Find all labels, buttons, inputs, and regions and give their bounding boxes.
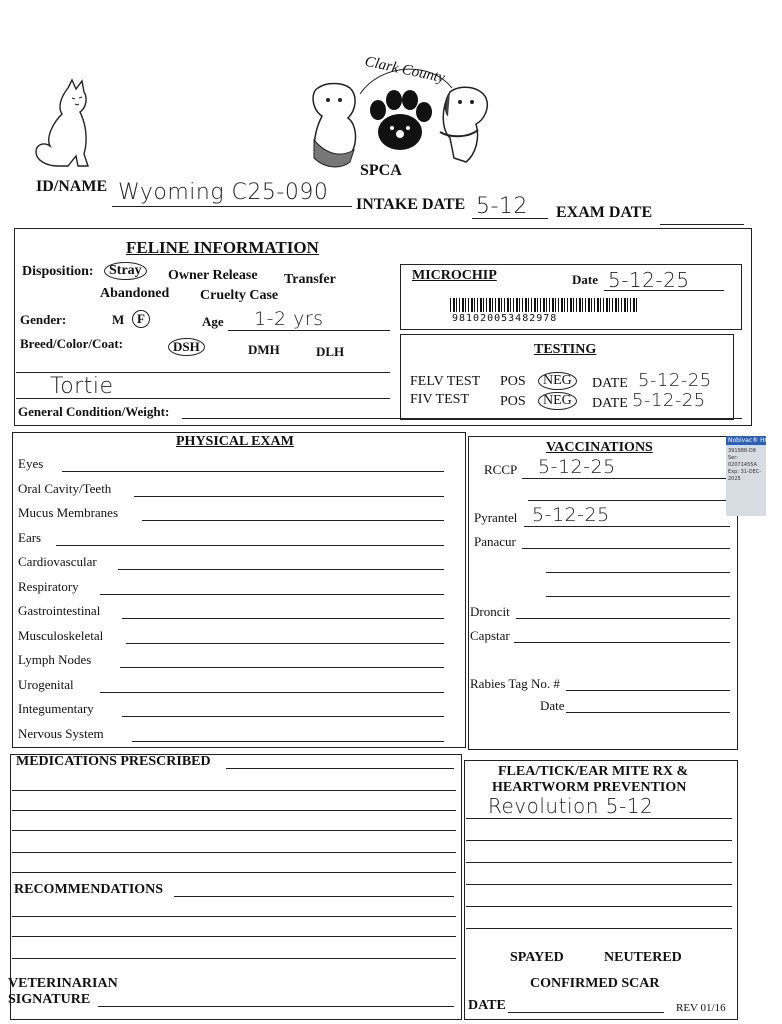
- form-revision: REV 01/16: [676, 1002, 726, 1014]
- medications-title-line[interactable]: [226, 768, 454, 769]
- microchip-date-line: [604, 290, 724, 291]
- flea-line[interactable]: [466, 906, 732, 907]
- microchip-number: 981020053482978: [452, 313, 558, 324]
- rabies-date-line[interactable]: [566, 712, 730, 713]
- testing-title: TESTING: [534, 342, 597, 357]
- flea-date-label: DATE: [468, 998, 506, 1013]
- spayed-option[interactable]: SPAYED: [510, 950, 564, 965]
- felv-pos[interactable]: POS: [500, 374, 526, 389]
- vaccinations-section: [468, 436, 738, 750]
- exam-date-line[interactable]: [660, 224, 744, 225]
- physical-exam-item-line[interactable]: [56, 545, 444, 546]
- confirmed-scar-option[interactable]: CONFIRMED SCAR: [530, 976, 660, 991]
- sticker-line-1: 391988-D8: [728, 448, 756, 454]
- physical-exam-item-label: Eyes: [18, 456, 44, 471]
- panacur-line-3[interactable]: [546, 596, 730, 597]
- physical-exam-item-line[interactable]: [120, 667, 444, 668]
- pyrantel-value[interactable]: 5-12-25: [532, 504, 610, 526]
- flea-line[interactable]: [466, 928, 732, 929]
- disposition-cruelty-case[interactable]: Cruelty Case: [200, 288, 279, 303]
- recommendations-title-line[interactable]: [174, 896, 454, 897]
- rabies-line[interactable]: [566, 690, 730, 691]
- physical-exam-item-label: Urogenital: [18, 676, 74, 692]
- physical-exam-item-label: Nervous System: [18, 725, 104, 741]
- recommendations-title: RECOMMENDATIONS: [14, 882, 164, 897]
- medication-line[interactable]: [12, 810, 456, 811]
- medication-line[interactable]: [12, 830, 456, 831]
- id-name-value[interactable]: Wyoming C25-090: [118, 180, 329, 205]
- gender-label: Gender:: [20, 312, 67, 327]
- physical-exam-item-label: Gastrointestinal: [18, 603, 101, 618]
- flea-title-2: HEARTWORM PREVENTION: [492, 780, 687, 795]
- recommendation-line[interactable]: [12, 958, 456, 959]
- logo-org-bottom: SPCA: [360, 162, 402, 179]
- physical-exam-item-line[interactable]: [100, 692, 444, 693]
- felv-neg[interactable]: NEG: [538, 372, 577, 390]
- physical-exam-item-line[interactable]: [142, 520, 444, 521]
- rccp-line: [522, 478, 730, 479]
- spca-logo: [300, 53, 500, 186]
- sticker-details: [728, 448, 766, 483]
- sticker-line-3: Exp: 31-DEC-2025: [728, 469, 762, 482]
- flea-date-line[interactable]: [508, 1012, 664, 1013]
- breed-line-2: [16, 398, 390, 399]
- physical-exam-item-line[interactable]: [100, 594, 444, 595]
- neutered-option[interactable]: NEUTERED: [604, 950, 682, 965]
- disposition-abandoned[interactable]: Abandoned: [100, 286, 170, 301]
- physical-exam-item-label: Ears: [18, 529, 42, 545]
- vaccine-sticker: [726, 436, 781, 516]
- disposition-transfer[interactable]: Transfer: [284, 272, 336, 287]
- physical-exam-item-line[interactable]: [126, 643, 444, 644]
- physical-exam-item-label: Integumentary: [18, 701, 94, 716]
- physical-exam-item-line[interactable]: [62, 471, 444, 472]
- sticker-brand: Nobivac® HCPCh: [728, 437, 781, 444]
- logo-org-top: Clark County: [363, 53, 447, 87]
- exam-date-label: EXAM DATE: [556, 204, 653, 221]
- panacur-line-2[interactable]: [546, 572, 730, 573]
- intake-date-line: [472, 218, 548, 219]
- recommendation-line[interactable]: [12, 936, 456, 937]
- disposition-stray[interactable]: Stray: [104, 262, 147, 280]
- physical-exam-item-label: Mucus Membranes: [18, 505, 119, 520]
- intake-date-value[interactable]: 5-12: [476, 194, 528, 219]
- intake-date-label: INTAKE DATE: [356, 196, 466, 213]
- vet-signature-line[interactable]: [98, 1006, 454, 1007]
- medication-line[interactable]: [12, 872, 456, 873]
- felv-test-label: FELV TEST: [410, 374, 481, 389]
- microchip-barcode: [450, 298, 638, 312]
- physical-exam-item-label: Musculoskeletal: [18, 627, 104, 643]
- fiv-test-label: FIV TEST: [410, 392, 469, 407]
- felv-date-label: DATE: [592, 376, 628, 391]
- panacur-label: Panacur: [474, 534, 516, 549]
- droncit-line[interactable]: [516, 618, 730, 619]
- panacur-line[interactable]: [522, 548, 730, 549]
- flea-value[interactable]: Revolution 5-12: [488, 794, 654, 818]
- physical-exam-item-label: Oral Cavity/Teeth: [18, 480, 112, 496]
- vet-signature-label-1: VETERINARIAN: [8, 976, 118, 991]
- gender-m[interactable]: M: [112, 312, 125, 327]
- age-label: Age: [202, 314, 224, 329]
- capstar-line[interactable]: [514, 642, 730, 643]
- feline-info-title: FELINE INFORMATION: [126, 238, 319, 257]
- capstar-label: Capstar: [470, 628, 510, 643]
- microchip-date-label: Date: [572, 272, 598, 287]
- felv-date-value[interactable]: 5-12-25: [638, 370, 712, 391]
- id-name-label: ID/NAME: [36, 178, 108, 195]
- fiv-date-label: DATE: [592, 396, 628, 411]
- flea-line[interactable]: [466, 862, 732, 863]
- breed-dlh[interactable]: DLH: [316, 344, 345, 359]
- physical-exam-item-line[interactable]: [122, 618, 444, 619]
- rabies-label: Rabies Tag No. #: [470, 676, 560, 691]
- flea-line[interactable]: [466, 840, 732, 841]
- medication-line[interactable]: [12, 790, 456, 791]
- physical-exam-title: PHYSICAL EXAM: [176, 434, 294, 449]
- breed-label: Breed/Color/Coat:: [20, 336, 124, 351]
- flea-line[interactable]: [466, 884, 732, 885]
- disposition-owner-release[interactable]: Owner Release: [168, 268, 258, 283]
- id-name-line: [112, 206, 352, 207]
- physical-exam-item-label: Respiratory: [18, 578, 79, 594]
- medications-title: MEDICATIONS PRESCRIBED: [16, 754, 211, 769]
- coat-value[interactable]: Tortie: [50, 374, 114, 399]
- cat-illustration: [28, 80, 100, 172]
- gender-f[interactable]: F: [132, 310, 150, 328]
- physical-exam-item-label: Cardiovascular: [18, 554, 97, 569]
- physical-exam-item-line[interactable]: [118, 569, 444, 570]
- physical-exam-item-line[interactable]: [132, 741, 444, 742]
- breed-dmh[interactable]: DMH: [248, 342, 280, 357]
- fiv-neg[interactable]: NEG: [538, 392, 577, 410]
- breed-line-1: [16, 372, 390, 373]
- breed-dsh[interactable]: DSH: [168, 338, 205, 356]
- microchip-date-value[interactable]: 5-12-25: [608, 268, 690, 292]
- fiv-date-value[interactable]: 5-12-25: [632, 390, 706, 411]
- droncit-label: Droncit: [470, 604, 510, 619]
- medication-line[interactable]: [12, 852, 456, 853]
- physical-exam-item-line[interactable]: [134, 496, 444, 497]
- sticker-line-2: Ser: 02071455A: [728, 455, 757, 468]
- disposition-label: Disposition:: [22, 264, 94, 279]
- vaccinations-title: VACCINATIONS: [546, 440, 653, 455]
- rccp-line-2[interactable]: [528, 500, 730, 501]
- physical-exam-item-line[interactable]: [122, 716, 444, 717]
- recommendation-line[interactable]: [12, 916, 456, 917]
- physical-exam-item-label: Lymph Nodes: [18, 652, 92, 667]
- flea-title-1: FLEA/TICK/EAR MITE RX &: [498, 764, 689, 779]
- vet-signature-label-2: SIGNATURE: [8, 992, 91, 1007]
- fiv-pos[interactable]: POS: [500, 394, 526, 409]
- rccp-value[interactable]: 5-12-25: [538, 456, 616, 478]
- age-value[interactable]: 1-2 yrs: [254, 308, 324, 330]
- flea-line[interactable]: [466, 818, 732, 819]
- rabies-date-label: Date: [540, 698, 565, 713]
- pyrantel-label: Pyrantel: [474, 510, 518, 525]
- age-line: [228, 330, 390, 331]
- rccp-label: RCCP: [484, 462, 518, 477]
- microchip-title: MICROCHIP: [412, 268, 497, 283]
- pyrantel-line: [524, 526, 730, 527]
- condition-label: General Condition/Weight:: [18, 404, 170, 419]
